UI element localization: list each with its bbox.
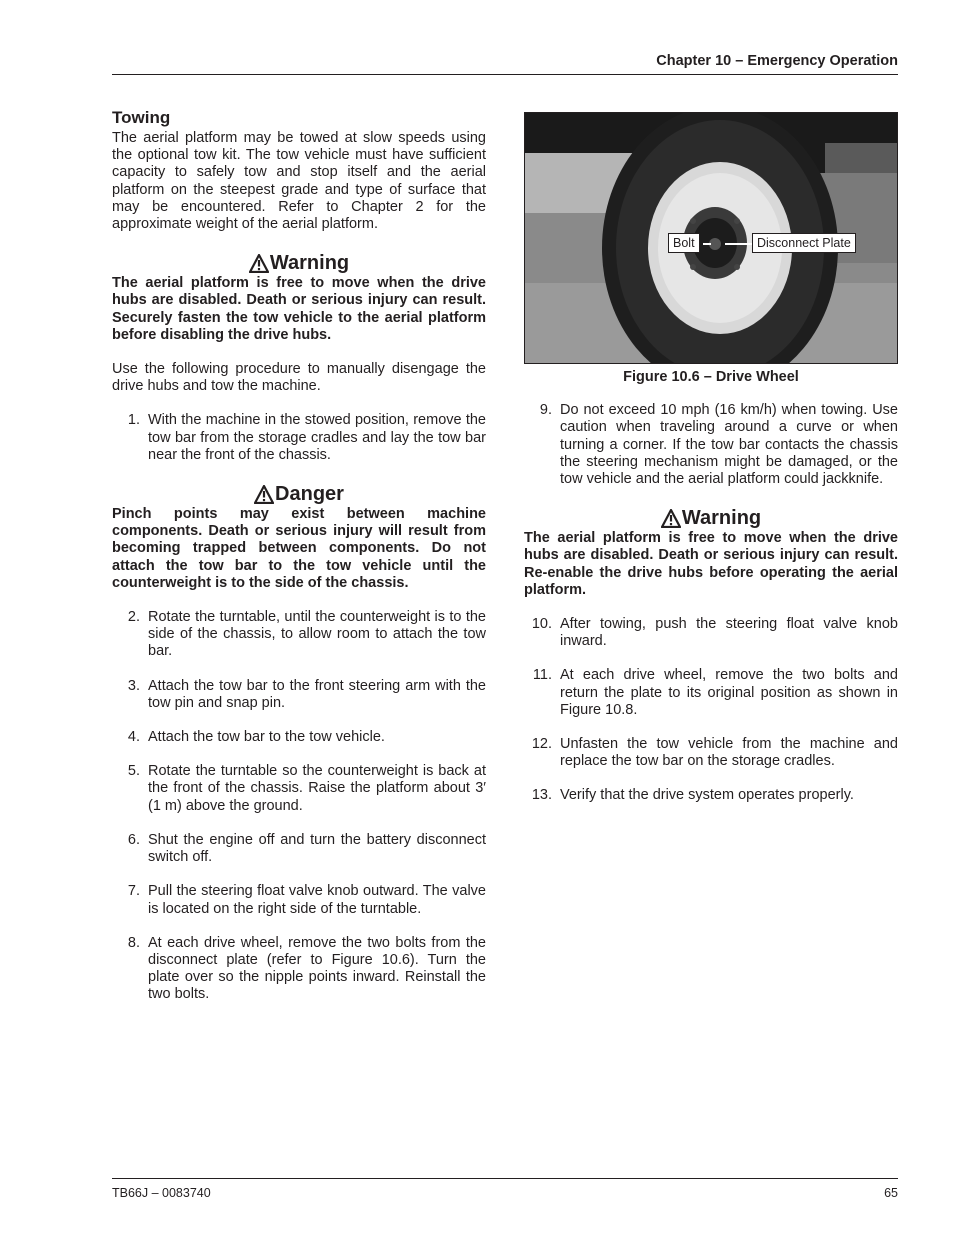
- step-number: 5.: [127, 763, 140, 780]
- step-text: Verify that the drive system operates properly.: [560, 787, 854, 804]
- step-number: 7.: [127, 883, 140, 900]
- warning-triangle-icon: [661, 509, 681, 528]
- chapter-title: Chapter 10 – Emergency Operation: [656, 53, 898, 69]
- right-column: [524, 112, 898, 805]
- step-text: At each drive wheel, remove the two bolts from the disconnect plate (refer to Figure 10.6). Turn the plate over so the nipple points inward. Reinstall the two bolts.: [148, 934, 486, 1003]
- header-rule: [112, 74, 898, 75]
- steps-list-d: [524, 616, 898, 805]
- document-id: TB66J – 0083740: [112, 1186, 211, 1200]
- step-number: 2.: [127, 609, 140, 626]
- step-text: Shut the engine off and turn the battery disconnect switch off.: [148, 831, 486, 866]
- list-item: [112, 832, 486, 866]
- step-number: 12.: [531, 736, 552, 753]
- left-column: [112, 108, 486, 1004]
- steps-list-a: [112, 412, 486, 464]
- list-item: [112, 609, 486, 661]
- step-text: Rotate the turntable, until the counterweight is to the side of the chassis, to allow room to attach the tow bar.: [148, 609, 486, 660]
- list-item: [524, 402, 898, 488]
- steps-list-c: [524, 402, 898, 488]
- list-item: [524, 787, 898, 804]
- step-text: Unfasten the tow vehicle from the machine and replace the tow bar on the storage cradles.: [560, 736, 898, 770]
- step-number: 13.: [531, 787, 552, 804]
- list-item: [112, 412, 486, 464]
- step-number: 3.: [127, 677, 140, 694]
- list-item: [112, 883, 486, 917]
- danger-text: Pinch points may exist between machine components. Death or serious injury will result from becoming trapped between components. Do not attach the tow bar to the tow vehicle until the counterweight is to the side of the chassis.: [112, 506, 486, 591]
- list-item: [524, 736, 898, 770]
- callout-disconnect-plate: Disconnect Plate: [752, 233, 856, 253]
- steps-list-b: [112, 609, 486, 1003]
- warning-heading-1: [112, 251, 486, 275]
- drive-wheel-figure: [524, 112, 898, 364]
- list-item: [112, 935, 486, 1004]
- step-number: 8.: [127, 934, 140, 951]
- figure-caption: Figure 10.6 – Drive Wheel: [623, 369, 799, 385]
- step-text: Rotate the turntable so the counterweight is back at the front of the chassis. Raise the platform about 3′ (1 m) above the ground.: [148, 763, 486, 814]
- step-number: 9.: [539, 402, 552, 419]
- list-item: [112, 678, 486, 712]
- page-number: 65: [884, 1186, 898, 1200]
- step-number: 4.: [127, 729, 140, 746]
- step-text: Pull the steering float valve knob outward. The valve is located on the right side of the turntable.: [148, 883, 486, 917]
- footer-rule: [112, 1178, 898, 1179]
- list-item: [112, 763, 486, 815]
- step-number: 1.: [127, 412, 140, 429]
- callout-bolt: Bolt: [668, 233, 700, 253]
- warning-heading-label-1: Warning: [269, 252, 350, 275]
- step-text: At each drive wheel, remove the two bolts and return the plate to its original position as shown in Figure 10.8.: [560, 667, 898, 718]
- step-text: Attach the tow bar to the tow vehicle.: [148, 729, 385, 746]
- list-item: [112, 729, 486, 746]
- step-text: Attach the tow bar to the front steering arm with the tow pin and snap pin.: [148, 677, 486, 711]
- list-item: [524, 667, 898, 719]
- list-item: [524, 616, 898, 650]
- step-number: 6.: [127, 831, 140, 848]
- towing-intro: The aerial platform may be towed at slow speeds using the optional tow kit. The tow vehicle must have sufficient capacity to safely tow and stop itself and the aerial platform on the steepest grade and type of surface that may be encountered. Refer to Chapter 2 for the approximate weight of the aerial platform.: [112, 130, 486, 233]
- warning-heading-2: [524, 506, 898, 530]
- warning-text-2: The aerial platform is free to move when the drive hubs are disabled. Death or serious injury can result. Re-enable the drive hubs before operating the aerial platform.: [524, 530, 898, 598]
- procedure-intro: Use the following procedure to manually disengage the drive hubs and tow the machine.: [112, 361, 486, 395]
- danger-heading: [112, 482, 486, 506]
- step-text: Do not exceed 10 mph (16 km/h) when towing. Use caution when traveling around a curve or when turning a corner. If the tow bar contacts the chassis the steering mechanism might be damaged, or the tow vehicle and the aerial platform could jackknife.: [560, 402, 898, 488]
- section-title-towing: Towing: [112, 108, 171, 127]
- warning-heading-label-2: Warning: [681, 507, 762, 530]
- step-text: With the machine in the stowed position, remove the tow bar from the storage cradles and lay the tow bar near the front of the chassis.: [148, 412, 486, 463]
- step-number: 11.: [532, 667, 552, 684]
- step-text: After towing, push the steering float valve knob inward.: [560, 616, 898, 650]
- danger-triangle-icon: [254, 485, 274, 504]
- step-number: 10.: [531, 616, 552, 633]
- warning-text-1: The aerial platform is free to move when the drive hubs are disabled. Death or serious injury can result. Securely fasten the tow vehicle to the aerial platform before disabling the drive hubs.: [112, 275, 486, 343]
- warning-triangle-icon: [249, 254, 269, 273]
- danger-heading-label: Danger: [275, 483, 344, 506]
